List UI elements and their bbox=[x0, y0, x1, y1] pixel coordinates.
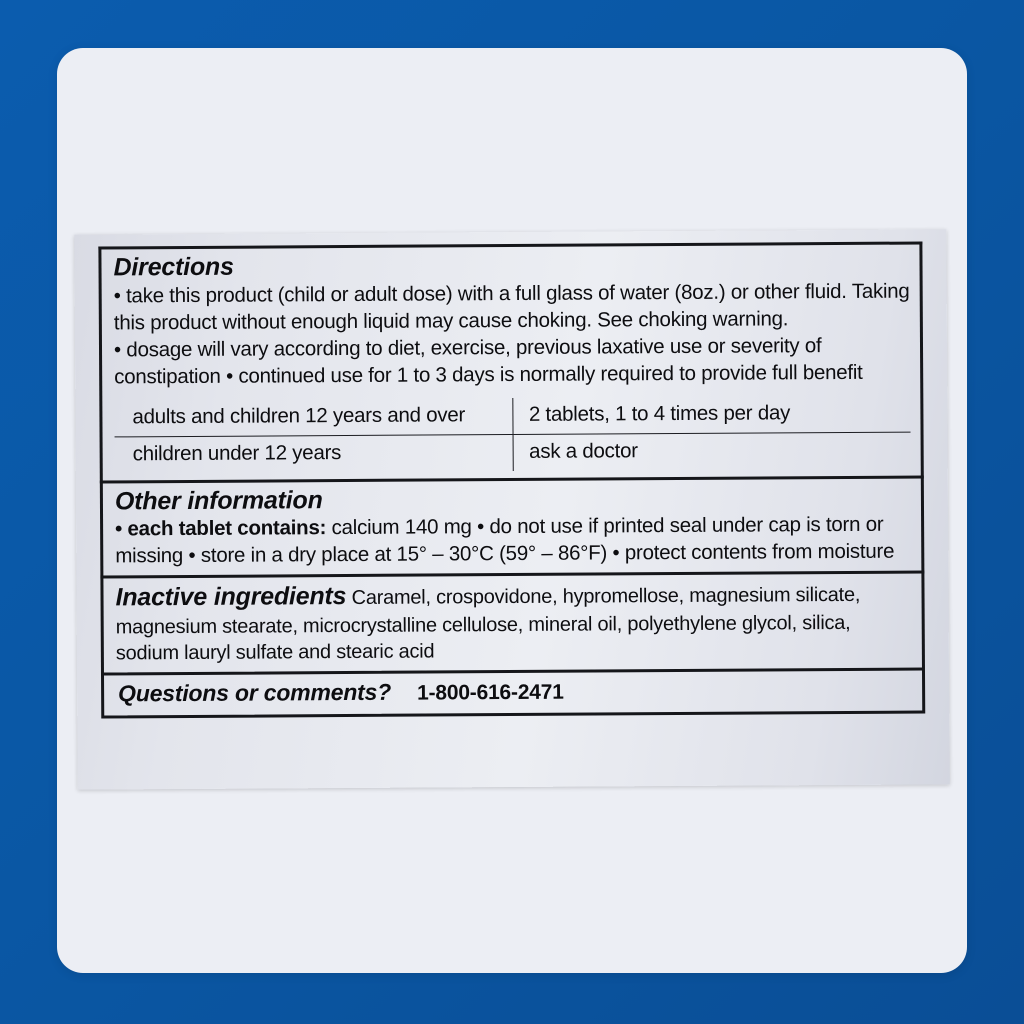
other-information-body: calcium 140 mg • do not use if printed seal under cap is torn or missing • store in a dry place at 15° – 30°C (59° – 86°F) • protect contents from moisture bbox=[115, 512, 895, 568]
dose-population-1: adults and children 12 years and over bbox=[114, 397, 512, 436]
drug-facts-label-content bbox=[98, 241, 925, 768]
inactive-ingredients-text bbox=[115, 576, 912, 667]
dosage-table bbox=[114, 395, 910, 473]
table-row bbox=[115, 432, 911, 473]
questions-row bbox=[116, 673, 912, 710]
dose-population-2: children under 12 years bbox=[115, 434, 513, 473]
directions-panel bbox=[98, 241, 923, 480]
drug-facts-label bbox=[74, 229, 949, 789]
directions-bullet-1: • take this product (child or adult dose) with a full glass of water (8oz.) or other fluid. Taking this product without enough liquid may cause choking. See choking warning. bbox=[113, 279, 910, 335]
inactive-ingredients-body: Caramel, crospovidone, hypromellose, magnesium silicate, magnesium stearate, microcrystalline cellulose, mineral oil, polyethylene glycol, silica, sodium lauryl sulfate and stearic acid bbox=[115, 583, 861, 665]
dose-amount-1: 2 tablets, 1 to 4 times per day bbox=[512, 395, 910, 434]
questions-heading: Questions or comments? bbox=[118, 678, 392, 707]
questions-phone-number[interactable]: 1-800-616-2471 bbox=[416, 680, 564, 705]
other-information-lead-in: • each tablet contains: bbox=[115, 516, 327, 541]
dose-amount-2: ask a doctor bbox=[529, 438, 638, 463]
other-information-text bbox=[115, 511, 911, 570]
questions-panel bbox=[101, 667, 925, 718]
directions-heading: Directions bbox=[113, 252, 234, 282]
inactive-ingredients-panel bbox=[100, 570, 925, 672]
other-information-panel bbox=[100, 475, 925, 575]
inactive-ingredients-heading: Inactive ingredients bbox=[115, 581, 347, 611]
other-information-heading: Other information bbox=[114, 485, 323, 515]
table-row bbox=[114, 395, 910, 436]
directions-bullet-2: • dosage will vary according to diet, exercise, previous laxative use or severity of constipation • continued use for 1 to 3 days is normally required to provide full benefit bbox=[113, 334, 863, 389]
